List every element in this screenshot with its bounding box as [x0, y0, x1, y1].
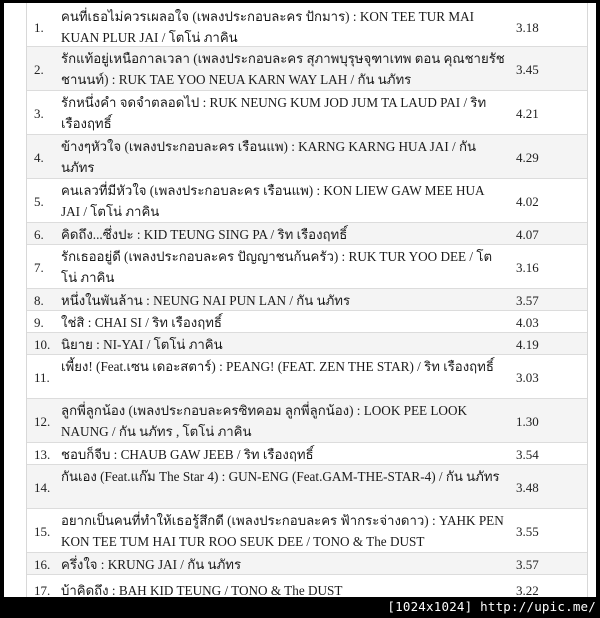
track-title[interactable]: รักหนึ่งคำ จดจำตลอดไป : RUK NEUNG KUM JOD JUM TA LAUD PAI / ริท เรืองฤทธิ์ — [61, 95, 487, 131]
track-row[interactable] — [27, 399, 587, 443]
track-number: 12. — [34, 413, 51, 429]
track-rating: 4.29 — [516, 149, 539, 165]
track-title[interactable]: กันเอง (Feat.แก๊ม The Star 4) : GUN-ENG (Feat.GAM-THE-STAR-4) / กัน นภัทร — [61, 469, 500, 484]
track-row[interactable] — [27, 3, 587, 47]
track-rating: 3.54 — [516, 446, 539, 462]
track-number: 7. — [34, 259, 44, 275]
track-row[interactable] — [27, 333, 587, 355]
track-number: 2. — [34, 61, 44, 77]
track-row[interactable] — [27, 509, 587, 553]
track-rating: 4.19 — [516, 336, 539, 352]
track-number: 3. — [34, 105, 44, 121]
track-rating: 3.45 — [516, 61, 539, 77]
track-number: 1. — [34, 19, 44, 35]
track-rating: 3.55 — [516, 523, 539, 539]
track-number: 13. — [34, 446, 51, 462]
track-title[interactable]: ชอบก็จีบ : CHAUB GAW JEEB / ริท เรืองฤทธิ์ — [61, 446, 314, 462]
track-title[interactable]: เพี้ยง! (Feat.เซน เดอะสตาร์) : PEANG! (FEAT. ZEN THE STAR) / ริท เรืองฤทธิ์ — [61, 359, 494, 374]
track-row[interactable] — [27, 245, 587, 289]
track-title[interactable]: หนึ่งในพันล้าน : NEUNG NAI PUN LAN / กัน นภัทร — [61, 292, 351, 308]
track-title[interactable]: ใช่สิ : CHAI SI / ริท เรืองฤทธิ์ — [61, 314, 222, 330]
track-title[interactable]: คิดถึง...ซึ่งปะ : KID TEUNG SING PA / ริท เรืองฤทธิ์ — [61, 226, 348, 242]
track-rating: 4.02 — [516, 193, 539, 209]
track-number: 10. — [34, 336, 51, 352]
track-title[interactable]: บ้าคิดถึง : BAH KID TEUNG / TONO & The DUST — [61, 582, 343, 597]
track-rating: 4.07 — [516, 226, 539, 242]
track-row[interactable] — [27, 289, 587, 311]
track-title[interactable]: ครึ่งใจ : KRUNG JAI / กัน นภัทร — [61, 556, 242, 572]
track-number: 6. — [34, 226, 44, 242]
track-number: 4. — [34, 149, 44, 165]
track-list — [26, 3, 588, 597]
track-rating: 3.18 — [516, 19, 539, 35]
track-row[interactable] — [27, 443, 587, 465]
track-row[interactable] — [27, 575, 587, 597]
track-row[interactable] — [27, 47, 587, 91]
track-row[interactable] — [27, 311, 587, 333]
track-row[interactable] — [27, 135, 587, 179]
track-row[interactable] — [27, 179, 587, 223]
track-title[interactable]: คนที่เธอไม่ควรเผลอใจ (เพลงประกอบละคร ปักมาร) : KON TEE TUR MAI KUAN PLUR JAI / โตโน่ ภาคิน — [61, 9, 474, 45]
track-row[interactable] — [27, 91, 587, 135]
track-title[interactable]: คนเลวที่มีหัวใจ (เพลงประกอบละคร เรือนแพ) : KON LIEW GAW MEE HUA JAI / โตโน่ ภาคิน — [61, 183, 484, 219]
track-row[interactable] — [27, 553, 587, 575]
track-number: 5. — [34, 193, 44, 209]
track-rating: 3.57 — [516, 292, 539, 308]
track-number: 16. — [34, 556, 51, 572]
track-rating: 1.30 — [516, 413, 539, 429]
track-row[interactable] — [27, 465, 587, 509]
track-list-panel — [4, 3, 596, 597]
track-rating: 3.57 — [516, 556, 539, 572]
track-number: 17. — [34, 582, 51, 597]
track-rating: 3.22 — [516, 582, 539, 597]
track-number: 15. — [34, 523, 51, 539]
track-rating: 4.21 — [516, 105, 539, 121]
track-rating: 4.03 — [516, 314, 539, 330]
track-title[interactable]: ลูกพี่ลูกน้อง (เพลงประกอบละครซิทคอม ลูกพี่ลูกน้อง) : LOOK PEE LOOK NAUNG / กัน นภัทร , โตโน่ ภาคิน — [61, 403, 468, 439]
track-title[interactable]: รักเธออยู่ดี (เพลงประกอบละคร ปัญญาชนก้นครัว) : RUK TUR YOO DEE / โตโน่ ภาคิน — [61, 249, 493, 285]
track-rating: 3.16 — [516, 259, 539, 275]
track-number: 14. — [34, 479, 51, 495]
watermark-text: [1024x1024] http://upic.me/ — [387, 599, 596, 614]
track-row[interactable] — [27, 223, 587, 245]
track-title[interactable]: นิยาย : NI-YAI / โตโน่ ภาคิน — [61, 336, 223, 352]
track-row[interactable] — [27, 355, 587, 399]
track-number: 11. — [34, 369, 50, 385]
track-title[interactable]: อยากเป็นคนที่ทำให้เธอรู้สึกดี (เพลงประกอบละคร ฟ้ากระจ่างดาว) : YAHK PEN KON TEE TUM HAI TUR ROO SEUK DEE / TONO & The DUST — [61, 513, 504, 549]
track-number: 9. — [34, 314, 44, 330]
track-title[interactable]: รักแท้อยู่เหนือกาลเวลา (เพลงประกอบละคร สุภาพบุรุษจุฑาเทพ ตอน คุณชายรัชชานนท์) : RUK TAE YOO NEUA KARN WAY LAH / กัน นภัทร — [61, 51, 505, 87]
track-rating: 3.03 — [516, 369, 539, 385]
track-number: 8. — [34, 292, 44, 308]
track-title[interactable]: ข้างๆหัวใจ (เพลงประกอบละคร เรือนแพ) : KARNG KARNG HUA JAI / กัน นภัทร — [61, 139, 476, 175]
track-rating: 3.48 — [516, 479, 539, 495]
